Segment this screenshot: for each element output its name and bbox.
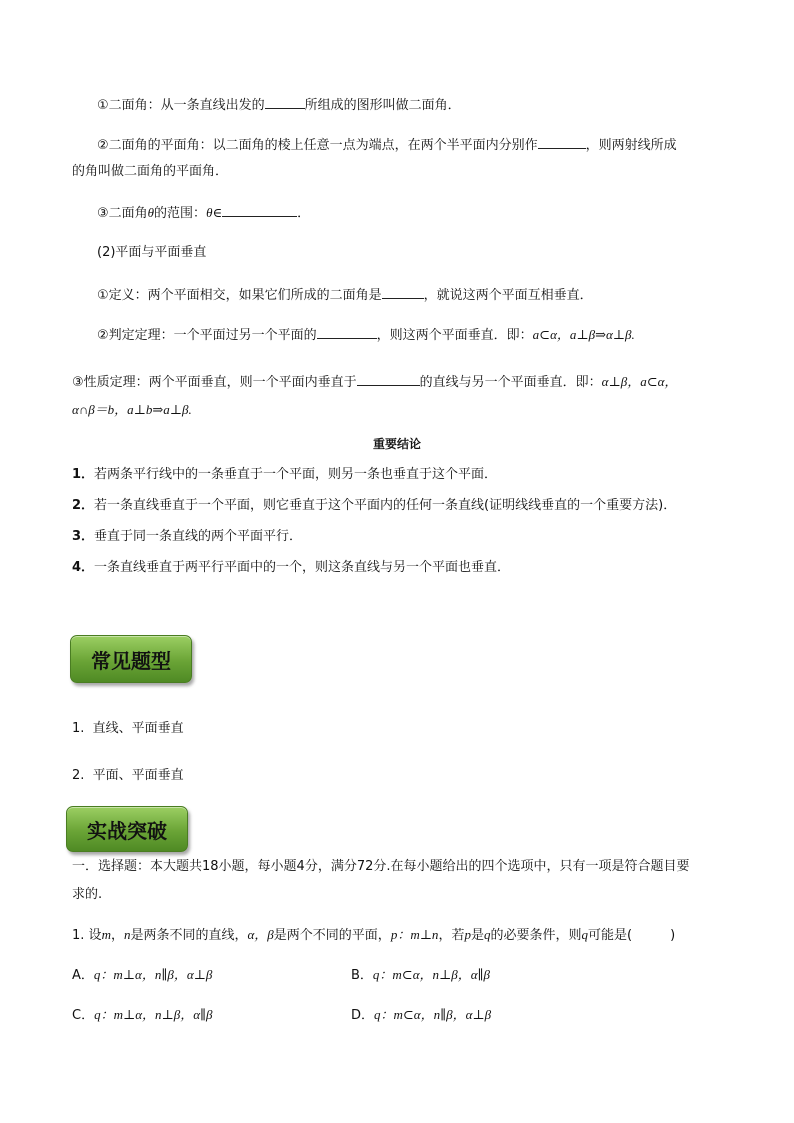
plane-angle-definition — [97, 135, 677, 155]
theta-symbol: θ — [147, 205, 155, 220]
text: 的范围： — [154, 206, 207, 221]
item-text: 若两条平行线中的一条垂直于一个平面，则另一条也垂直于这个平面． — [94, 467, 498, 482]
answer-blank[interactable] — [538, 135, 586, 149]
item-text: 直线、平面垂直 — [92, 721, 184, 736]
option-text: q：m⊂α，n⊥β，α∥β — [372, 967, 491, 982]
conclusion-item — [72, 559, 510, 577]
option-b[interactable] — [351, 966, 490, 985]
text: 的角叫做二面角的平面角． — [72, 164, 229, 179]
text: ①二面角：从一条直线出发的 — [97, 98, 265, 113]
property-theorem — [72, 372, 677, 392]
perpendicular-definition — [97, 285, 593, 305]
item-number: 2． — [72, 498, 95, 513]
answer-blank[interactable] — [317, 325, 377, 339]
option-label: A． — [72, 968, 94, 983]
item-number: 1． — [72, 467, 95, 482]
answer-blank[interactable] — [265, 95, 305, 109]
section-intro-continued: 求的. — [72, 887, 103, 902]
var: p — [464, 927, 471, 942]
var: q — [581, 927, 588, 942]
section-heading: (2)平面与平面垂直 — [97, 245, 207, 260]
judgment-theorem — [97, 325, 635, 345]
item-text: 垂直于同一条直线的两个平面平行． — [94, 529, 303, 544]
option-label: B． — [351, 968, 373, 983]
option-text: q：m⊥α，n⊥β，α∥β — [94, 1007, 213, 1022]
text: 的直线与另一个平面垂直．即： — [419, 375, 602, 390]
item-number: 3． — [72, 529, 95, 544]
option-d[interactable] — [351, 1006, 491, 1025]
dihedral-range — [97, 203, 310, 223]
formula: a⊂α，a⊥β⇒α⊥β. — [532, 327, 635, 342]
text: 是两条不同的直线， — [130, 928, 248, 943]
common-type-item — [72, 720, 184, 738]
formula: p：m⊥n — [390, 927, 439, 942]
text: ②判定定理：一个平面过另一个平面的 — [97, 328, 317, 343]
formula: α∩β＝b，a⊥b⇒a⊥β. — [72, 402, 192, 417]
text: 的必要条件，则 — [490, 928, 582, 943]
text: ， — [110, 928, 124, 943]
text: ，就说这两个平面互相垂直． — [423, 288, 593, 303]
item-text: 平面、平面垂直 — [92, 768, 184, 783]
conclusion-item — [72, 497, 676, 515]
text: 设 — [88, 928, 102, 943]
text: ③二面角 — [97, 206, 148, 221]
common-types-badge: 常见题型 — [70, 635, 192, 683]
text: 可能是( — [587, 928, 633, 943]
text: 是 — [470, 928, 484, 943]
option-text: q：m⊂α，n∥β，α⊥β — [374, 1007, 492, 1022]
answer-blank[interactable] — [222, 203, 297, 217]
text: ②二面角的平面角：以二面角的棱上任意一点为端点，在两个半平面内分别作 — [97, 138, 538, 153]
text: ，则两射线所成 — [585, 138, 677, 153]
text: ③性质定理：两个平面垂直，则一个平面内垂直于 — [72, 375, 357, 390]
var: m — [101, 927, 111, 942]
important-conclusions-title: 重要结论 — [372, 437, 421, 451]
plane-angle-definition-continued — [72, 163, 228, 181]
conclusion-item — [72, 528, 302, 546]
common-type-item — [72, 767, 184, 785]
text: ) — [670, 928, 676, 943]
property-theorem-continued — [72, 401, 192, 420]
option-a[interactable] — [72, 966, 212, 985]
var: n — [123, 927, 131, 942]
section-intro: 一．选择题：本大题共18小题，每小题4分，满分72分.在每小题给出的四个选项中，只有一项是符合题目要 — [72, 859, 690, 874]
var: q — [483, 927, 491, 942]
var: α，β — [247, 927, 274, 942]
item-number: 4． — [72, 560, 95, 575]
item-text: 一条直线垂直于两平行平面中的一个，则这条直线与另一个平面也垂直． — [94, 560, 511, 575]
practice-badge: 实战突破 — [66, 806, 188, 852]
option-c[interactable] — [72, 1006, 213, 1025]
theta-symbol: θ∈ — [206, 205, 223, 220]
item-number: 1. — [72, 721, 85, 736]
text: 所组成的图形叫做二面角． — [304, 98, 461, 113]
question-number: 1. — [72, 928, 85, 943]
option-label: C． — [72, 1008, 95, 1023]
option-text: q：m⊥α，n∥β，α⊥β — [93, 967, 213, 982]
dihedral-angle-definition — [97, 95, 461, 115]
text: ． — [297, 206, 311, 221]
conclusion-item — [72, 466, 497, 484]
answer-blank[interactable] — [357, 372, 420, 386]
answer-blank[interactable] — [382, 285, 424, 299]
text: 是两个不同的平面， — [273, 928, 391, 943]
formula: α⊥β，a⊂α， — [601, 374, 678, 389]
question-1 — [72, 926, 675, 945]
text: ，则这两个平面垂直．即： — [376, 328, 533, 343]
text: ①定义：两个平面相交，如果它们所成的二面角是 — [97, 288, 382, 303]
item-number: 2. — [72, 768, 85, 783]
text: ，若 — [438, 928, 465, 943]
item-text: 若一条直线垂直于一个平面，则它垂直于这个平面内的任何一条直线(证明线线垂直的一个重要方法)． — [94, 498, 677, 513]
option-label: D． — [351, 1008, 375, 1023]
